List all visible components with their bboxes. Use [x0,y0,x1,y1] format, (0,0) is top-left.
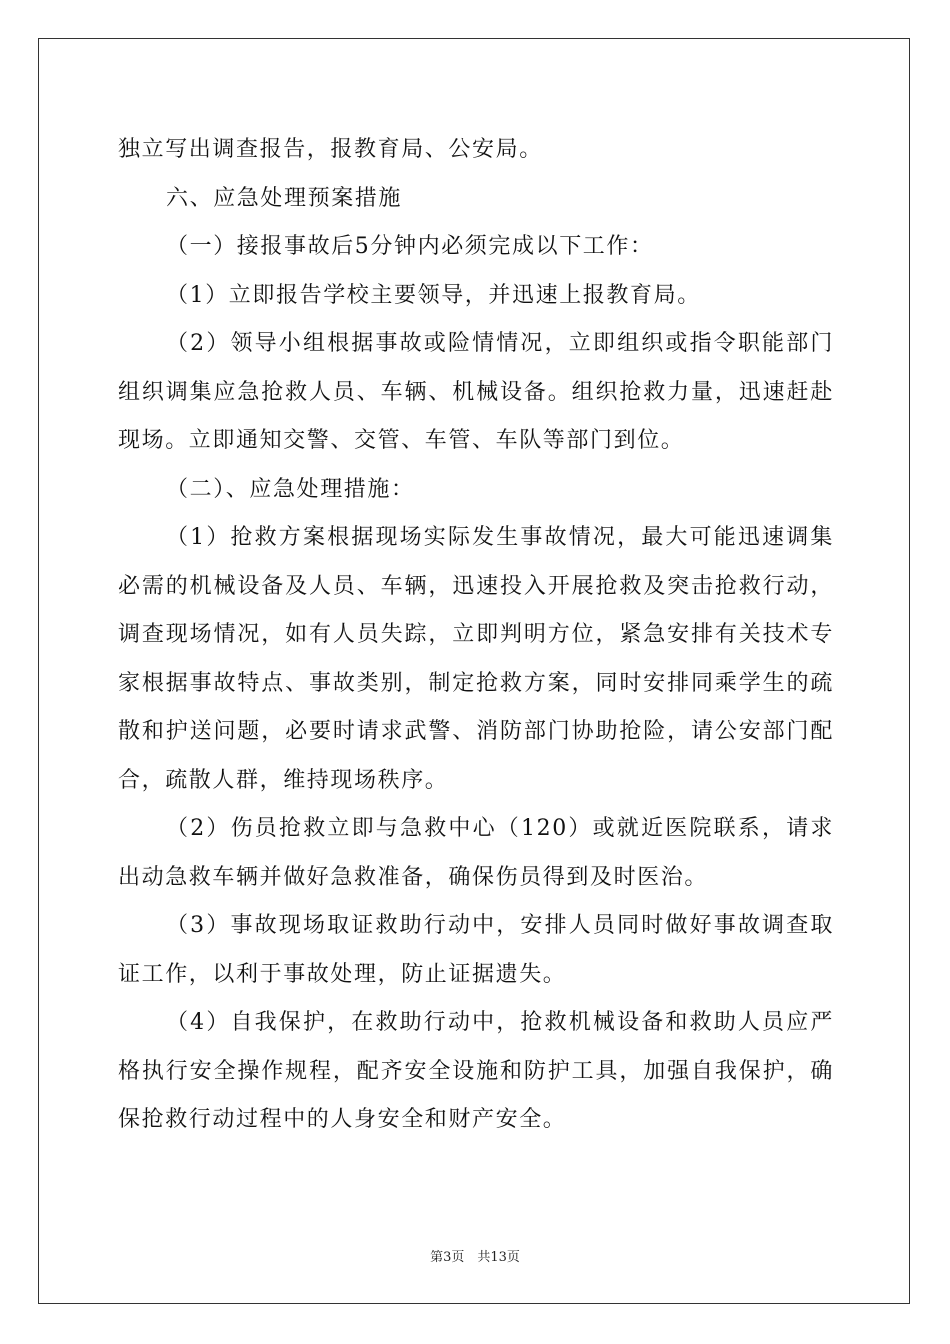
paragraph: （2）伤员抢救立即与急救中心（120）或就近医院联系，请求出动急救车辆并做好急救准备，确保伤员得到及时医治。 [118,816,834,890]
paragraph: （3）事故现场取证救助行动中，安排人员同时做好事故调查取证工作，以利于事故处理，防止证据遗失。 [118,913,834,987]
page-number: 第3页 共13页 [430,1250,520,1265]
paragraph: （1）抢救方案根据现场实际发生事故情况，最大可能迅速调集必需的机械设备及人员、车辆，迅速投入开展抢救及突击抢救行动，调查现场情况，如有人员失踪，立即判明方位，紧急安排有关技术专家根据事故特点、事故类别，制定抢救方案，同时安排同乘学生的疏散和护送问题，必要时请求武警、消防部门协助抢险，请公安部门配合，疏散人群，维持现场秩序。 [118,525,834,793]
subsection-heading: （一）接报事故后5分钟内必须完成以下工作： [166,234,654,259]
paragraph: 独立写出调查报告，报教育局、公安局。 [118,137,543,162]
paragraph: （2）领导小组根据事故或险情情况，立即组织或指令职能部门组织调集应急抢救人员、车辆、机械设备。组织抢救力量，迅速赶赴现场。立即通知交警、交管、车管、车队等部门到位。 [118,331,834,453]
document-body [118,126,834,1145]
section-heading: 六、应急处理预案措施 [166,185,403,211]
subsection-heading: （二）、应急处理措施： [166,476,415,502]
paragraph: （4）自我保护，在救助行动中，抢救机械设备和救助人员应严格执行安全操作规程，配齐安全设施和防护工具，加强自我保护，确保抢救行动过程中的人身安全和财产安全。 [118,1010,834,1132]
paragraph: （1）立即报告学校主要领导，并迅速上报教育局。 [166,282,701,308]
